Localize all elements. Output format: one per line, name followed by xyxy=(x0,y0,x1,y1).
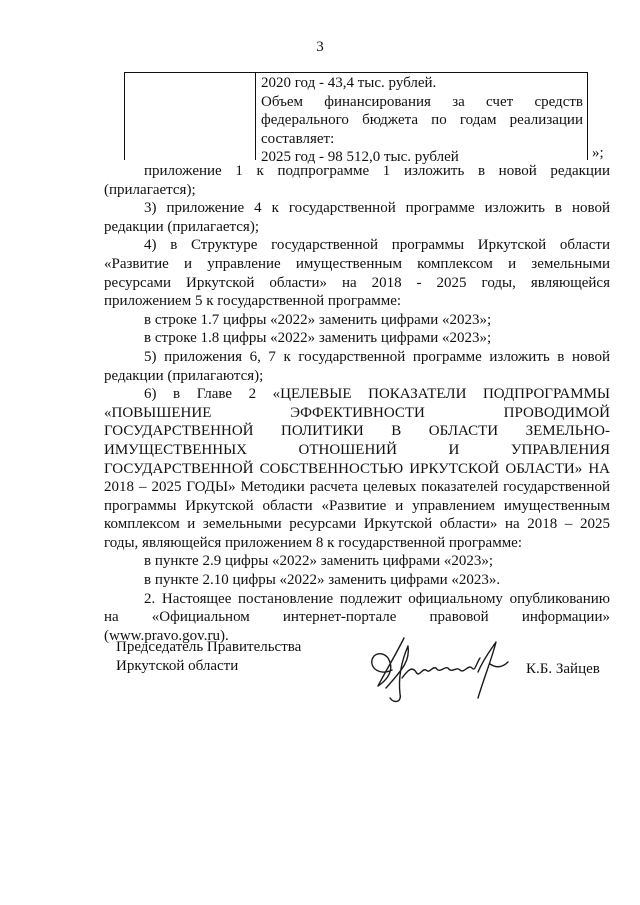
document-body xyxy=(104,162,610,645)
handwritten-signature xyxy=(364,628,512,710)
signatory-position-line: Председатель Правительства xyxy=(116,639,302,655)
paragraph: приложение 1 к подпрограмме 1 изложить в новой редакции (прилагается); xyxy=(104,163,610,198)
table-line: 2020 год - 43,4 тыс. рублей. xyxy=(261,75,437,91)
table-column-divider xyxy=(255,73,256,160)
paragraph: в строке 1.7 цифры «2022» заменить цифрами «2023»; xyxy=(144,311,492,328)
table-line: Объем финансирования за счет средств федерального бюджета по годам реализации составляет: xyxy=(261,93,583,147)
paragraph: 4) в Структуре государственной программы Иркутской области «Развитие и управление имущественным комплексом и земельными ресурсами Иркутской области» на 2018 - 2025 годы, являющейся приложением 5 к государственной программе: xyxy=(104,237,610,310)
paragraph: 5) приложения 6, 7 к государственной программе изложить в новой редакции (прилагаются); xyxy=(104,348,610,384)
table-line: 2025 год - 98 512,0 тыс. рублей xyxy=(261,149,459,166)
paragraph: в пункте 2.9 цифры «2022» заменить цифрами «2023»; xyxy=(144,553,494,570)
paragraph: в строке 1.8 цифры «2022» заменить цифрами «2023»; xyxy=(144,330,492,347)
paragraph: 3) приложение 4 к государственной программе изложить в новой редакции (прилагается); xyxy=(104,200,610,235)
paragraph: 2. Настоящее постановление подлежит официальному опубликованию на «Официальном интернет-портале правовой информации» (www.pravo.gov.ru). xyxy=(104,590,610,644)
page-number: 3 xyxy=(316,39,324,55)
signatory-position xyxy=(116,638,301,675)
table-cell-financing xyxy=(261,74,583,167)
signatory-position-line: Иркутской области xyxy=(116,657,239,674)
financing-table xyxy=(124,72,588,166)
table-closing-quote: »; xyxy=(592,145,604,161)
signatory-name: К.Б. Зайцев xyxy=(526,661,600,677)
paragraph: 6) в Главе 2 «ЦЕЛЕВЫЕ ПОКАЗАТЕЛИ ПОДПРОГРАММЫ «ПОВЫШЕНИЕ ЭФФЕКТИВНОСТИ ПРОВОДИМОЙ ГОСУДАРСТВЕННОЙ ПОЛИТИКИ В ОБЛАСТИ ЗЕМЕЛЬНО-ИМУЩЕСТВЕННЫХ ОТНОШЕНИЙ И УПРАВЛЕНИЯ ГОСУДАРСТВЕННОЙ СОБСТВЕННОСТЬЮ ИРКУТСКОЙ ОБЛАСТИ» НА 2018 – 2025 ГОДЫ» Методики расчета целевых показателей государственной программы Иркутской области «Развитие и управлением имущественным комплексом и земельными ресурсами Иркутской области» на 2018 – 2025 годы, являющейся приложением 8 к государственной программе: xyxy=(104,386,610,551)
paragraph: в пункте 2.10 цифры «2022» заменить цифрами «2023». xyxy=(144,572,501,589)
